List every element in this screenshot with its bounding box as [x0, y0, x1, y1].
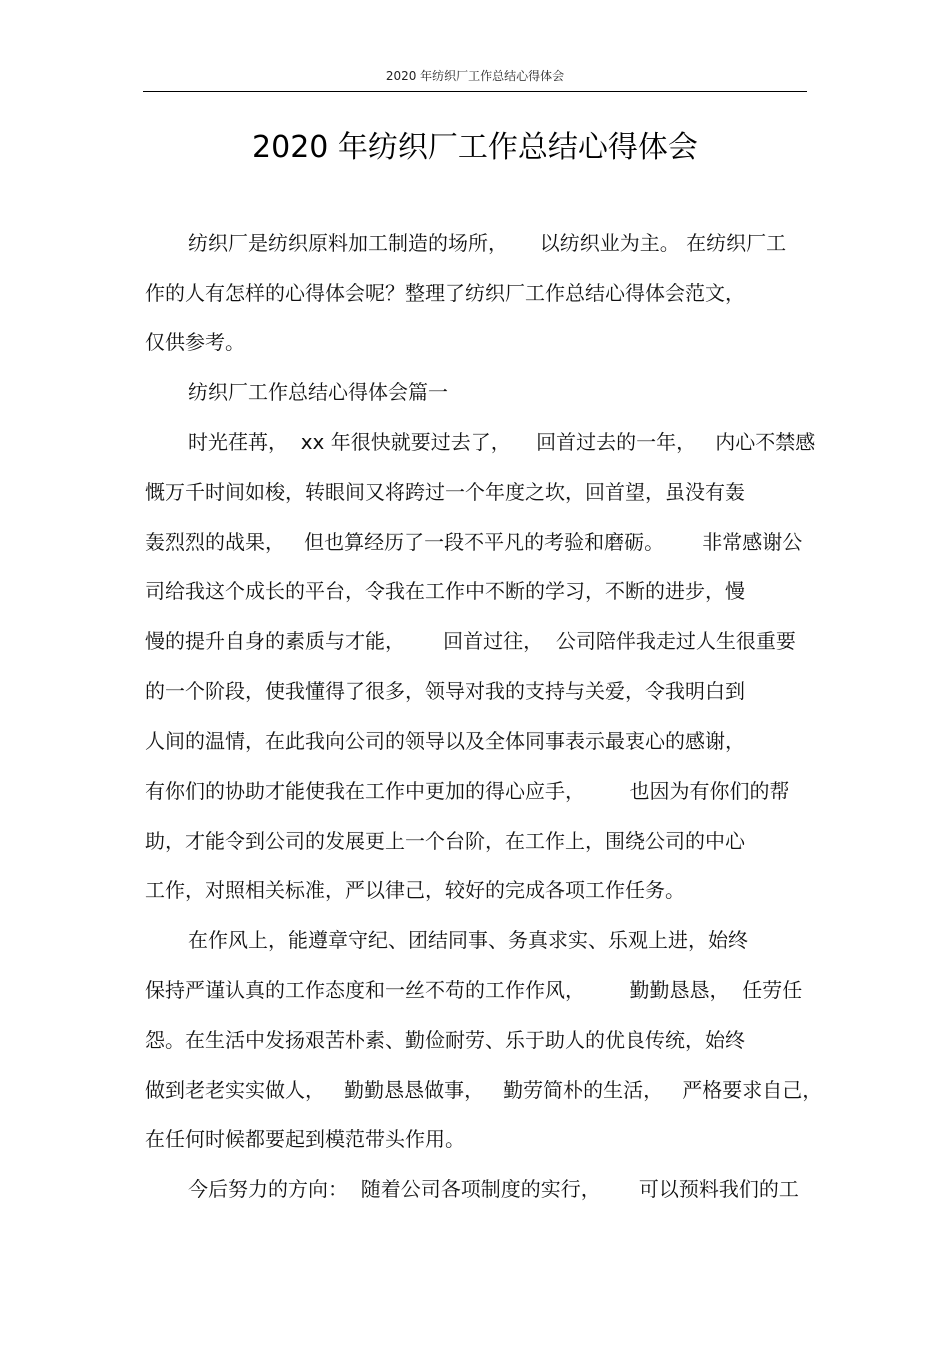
document-title: 2020 年纺织厂工作总结心得体会 — [252, 130, 698, 165]
running-header: 2020 年纺织厂工作总结心得体会 — [385, 69, 565, 83]
body-line: 纺织厂是纺织原料加工制造的场所， 以纺织业为主。 在纺织厂工 — [188, 231, 787, 255]
body-line: 做到老老实实做人， 勤勤恳恳做事， 勤劳简朴的生活， 严格要求自己， — [145, 1078, 823, 1102]
body-line: 轰烈烈的战果， 但也算经历了一段不平凡的考验和磨砺。 非常感谢公 — [145, 530, 803, 554]
body-line: 作的人有怎样的心得体会呢？整理了纺织厂工作总结心得体会范文， — [145, 281, 745, 305]
body-line: 怨。在生活中发扬艰苦朴素、勤俭耐劳、乐于助人的优良传统，始终 — [145, 1028, 745, 1052]
body-line: 今后努力的方向： 随着公司各项制度的实行， 可以预料我们的工 — [188, 1177, 799, 1201]
body-line: 工作，对照相关标准，严以律己，较好的完成各项工作任务。 — [145, 878, 685, 902]
body-line: 仅供参考。 — [145, 330, 245, 354]
body-line: 有你们的协助才能使我在工作中更加的得心应手， 也因为有你们的帮 — [145, 779, 790, 803]
body-line: 助，才能令到公司的发展更上一个台阶，在工作上，围绕公司的中心 — [145, 829, 745, 853]
body-line: 人间的温情，在此我向公司的领导以及全体同事表示最衷心的感谢， — [145, 729, 745, 753]
section-heading: 纺织厂工作总结心得体会篇一 — [188, 380, 448, 404]
body-line: 慨万千时间如梭，转眼间又将跨过一个年度之坎，回首望，虽没有轰 — [145, 480, 745, 504]
header-divider — [143, 91, 807, 92]
body-line: 司给我这个成长的平台，令我在工作中不断的学习，不断的进步，慢 — [145, 579, 745, 603]
body-line: 的一个阶段，使我懂得了很多，领导对我的支持与关爱，令我明白到 — [145, 679, 745, 703]
body-line: 在任何时候都要起到模范带头作用。 — [145, 1127, 465, 1151]
body-line: 慢的提升自身的素质与才能， 回首过往， 公司陪伴我走过人生很重要 — [145, 629, 796, 653]
body-line: 保持严谨认真的工作态度和一丝不苟的工作作风， 勤勤恳恳， 任劳任 — [145, 978, 803, 1002]
body-line: 时光荏苒， xx 年很快就要过去了， 回首过去的一年， 内心不禁感 — [188, 430, 816, 454]
body-line: 在作风上，能遵章守纪、团结同事、务真求实、乐观上进，始终 — [188, 928, 748, 952]
